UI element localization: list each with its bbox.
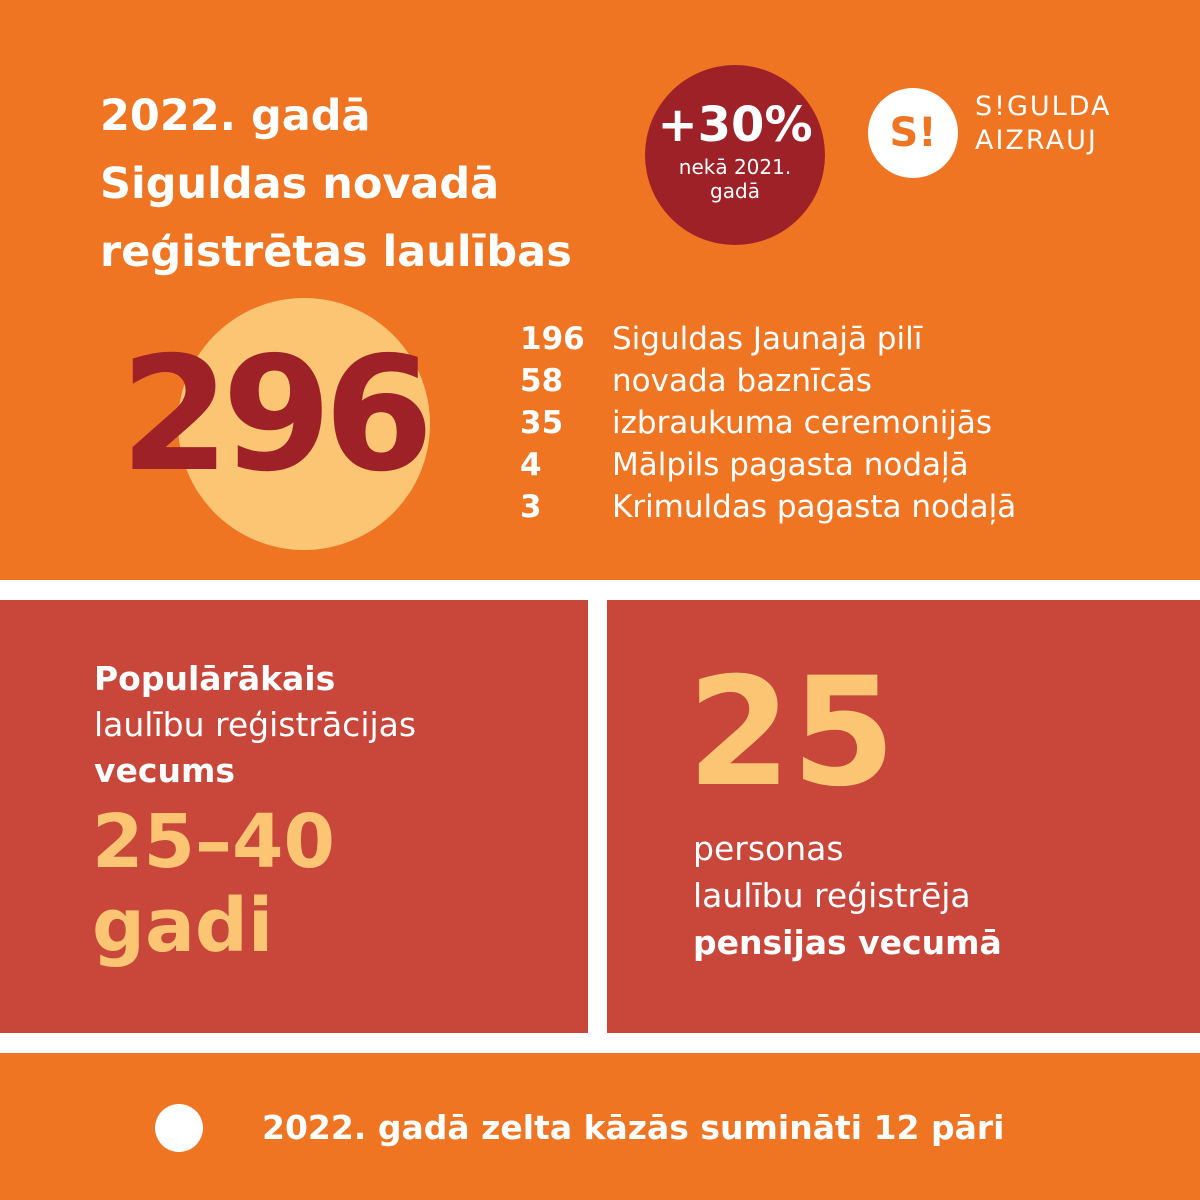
total-marriages-number: 296 [120,323,426,507]
venue-label: Siguldas Jaunajā pilī [612,321,923,357]
venue-count: 58 [520,363,564,399]
venue-count: 196 [520,321,585,357]
growth-badge [645,65,825,245]
popular-age-caption-line-1: Populārākais [94,659,336,698]
title-line-3: reģistrētas laulības [100,227,572,277]
venue-count: 35 [520,405,564,441]
list-item [520,360,1016,402]
pension-age-caption [693,825,1002,966]
growth-percent: +30% [657,97,813,153]
popular-age-unit: gadi [92,883,274,969]
pension-caption-line-1: personas [693,829,844,868]
page-title [100,82,572,286]
venue-label: Krimuldas pagasta nodaļā [612,489,1017,525]
venue-label: izbraukuma ceremonijās [612,405,993,441]
pension-caption-line-3: pensijas vecumā [693,923,1002,962]
sigulda-logo-text [975,90,1111,158]
title-line-2: Siguldas novadā [100,159,500,209]
logo-line-2: AIZRAUJ [975,125,1098,156]
venue-count: 4 [520,447,542,483]
popular-age-caption-line-3: vecums [94,751,235,790]
list-item [520,402,1016,444]
pension-caption-line-2: laulību reģistrēja [693,876,971,915]
popular-age-range: 25–40 [92,799,335,885]
popular-age-caption [94,656,416,794]
list-item [520,486,1016,528]
venue-count: 3 [520,489,542,525]
growth-subtitle [645,155,825,203]
venue-breakdown-list [520,318,1016,528]
footer-panel [0,1053,1200,1200]
top-panel [0,0,1200,580]
pension-age-number: 25 [687,646,896,820]
list-item [520,318,1016,360]
popular-age-caption-line-2: laulību reģistrācijas [94,705,417,744]
growth-subtitle-line-1: nekā 2021. [678,155,792,179]
golden-wedding-note: 2022. gadā zelta kāzās sumināti 12 pāri [262,1108,1005,1147]
venue-label: novada baznīcās [612,363,872,399]
popular-age-panel [0,600,588,1033]
popular-age-value [92,800,335,968]
pension-age-panel [607,600,1200,1033]
growth-subtitle-line-2: gadā [710,179,760,203]
title-line-1: 2022. gadā [100,91,371,141]
bullet-dot-icon [155,1104,203,1152]
venue-label: Mālpils pagasta nodaļā [612,447,969,483]
logo-line-1: S!GULDA [975,91,1112,122]
list-item [520,444,1016,486]
sigulda-logo-icon: S! [868,88,958,178]
